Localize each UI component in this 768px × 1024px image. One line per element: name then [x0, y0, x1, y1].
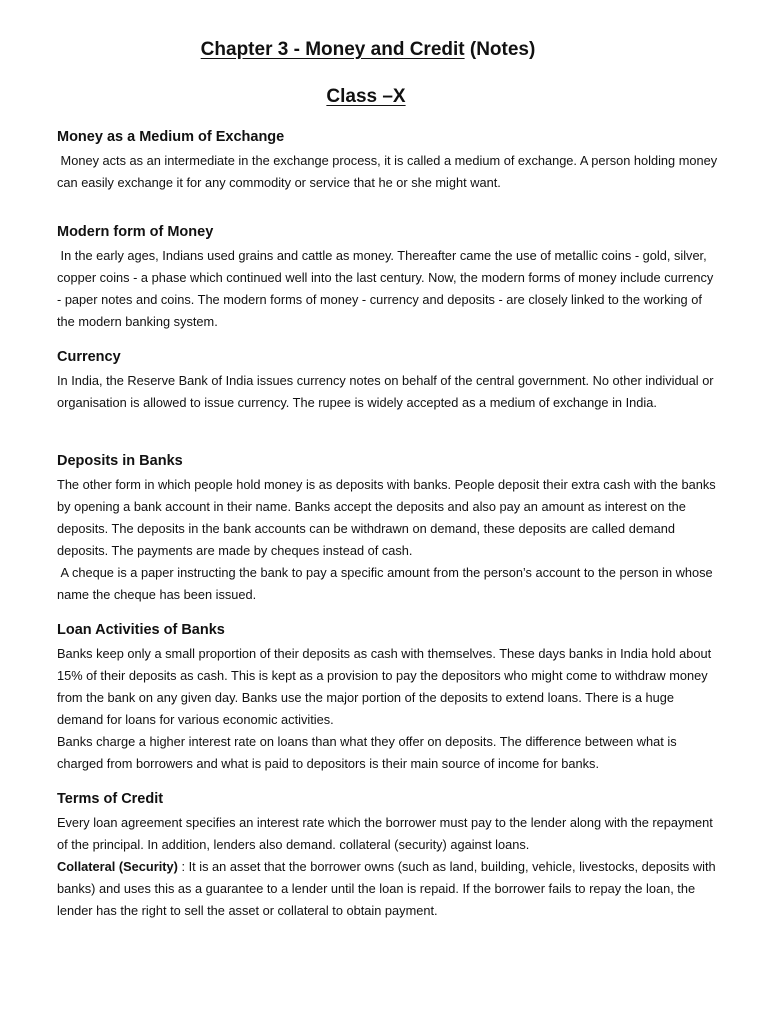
section-paragraph: Every loan agreement specifies an interest rate which the borrower must pay to the lender along with the repayment of the principal. In addition, lenders also demand. collateral (security) against loans.	[57, 815, 713, 852]
section-paragraph: In India, the Reserve Bank of India issues currency notes on behalf of the central government. No other individual or organisation is allowed to issue currency. The rupee is widely accepted as a medium of exchange in India.	[57, 373, 714, 410]
section-heading: Loan Activities of Banks	[57, 622, 225, 638]
page-title	[0, 38, 736, 62]
page-subtitle	[0, 85, 732, 109]
page-title-underlined: Chapter 3 - Money and Credit	[200, 39, 465, 60]
section-medium-of-exchange	[57, 127, 719, 194]
collateral-paragraph	[57, 856, 719, 922]
section-terms-of-credit	[57, 789, 719, 922]
section-paragraph: Money acts as an intermediate in the exchange process, it is called a medium of exchange. A person holding money can easily exchange it for any commodity or service that he or she might want.	[57, 153, 718, 190]
section-heading: Money as a Medium of Exchange	[57, 129, 285, 145]
section-paragraph: Banks charge a higher interest rate on loans than what they offer on deposits. The difference between what is charged from borrowers and what is paid to depositors is their main source of income for banks.	[57, 734, 677, 771]
section-heading: Modern form of Money	[57, 224, 214, 240]
section-paragraph: Banks keep only a small proportion of their deposits as cash with themselves. These days banks in India hold about 15% of their deposits as cash. This is kept as a provision to pay the depositors who might come to withdraw money from the bank on any given day. Banks use the major portion of the deposits to extend loans. There is a huge demand for loans for various economic activities.	[57, 646, 712, 727]
section-loan-activities	[57, 620, 719, 775]
section-paragraph: The other form in which people hold money is as deposits with banks. People deposit their extra cash with the banks by opening a bank account in their name. Banks accept the deposits and also pay an amount as interest on the deposits. The deposits in the bank accounts can be withdrawn on demand, these deposits are called demand deposits. The payments are made by cheques instead of cash.	[57, 477, 716, 558]
section-currency	[57, 347, 719, 414]
section-heading: Terms of Credit	[57, 791, 164, 807]
section-paragraph: In the early ages, Indians used grains and cattle as money. Thereafter came the use of metallic coins - gold, silver, copper coins - a phase which continued well into the last century. Now, the modern forms of money include currency - paper notes and coins. The modern forms of money - currency and deposits - are closely linked to the working of the modern banking system.	[57, 248, 714, 329]
section-heading: Deposits in Banks	[57, 453, 183, 469]
collateral-term: Collateral (Security)	[57, 859, 178, 874]
section-modern-form-of-money	[57, 222, 719, 333]
section-paragraph: A cheque is a paper instructing the bank to pay a specific amount from the person’s account to the person in whose name the cheque has been issued.	[57, 565, 713, 602]
section-deposits-in-banks	[57, 451, 719, 606]
collateral-definition: : It is an asset that the borrower owns (such as land, building, vehicle, livestocks, deposits with banks) and uses this as a guarantee to a lender until the loan is repaid. If the borrower fails to repay the loan, the lender has the right to sell the asset or collateral to obtain payment.	[57, 859, 716, 918]
page-title-suffix: (Notes)	[469, 39, 536, 60]
page-subtitle-text: Class –X	[326, 86, 406, 107]
section-heading: Currency	[57, 349, 121, 365]
